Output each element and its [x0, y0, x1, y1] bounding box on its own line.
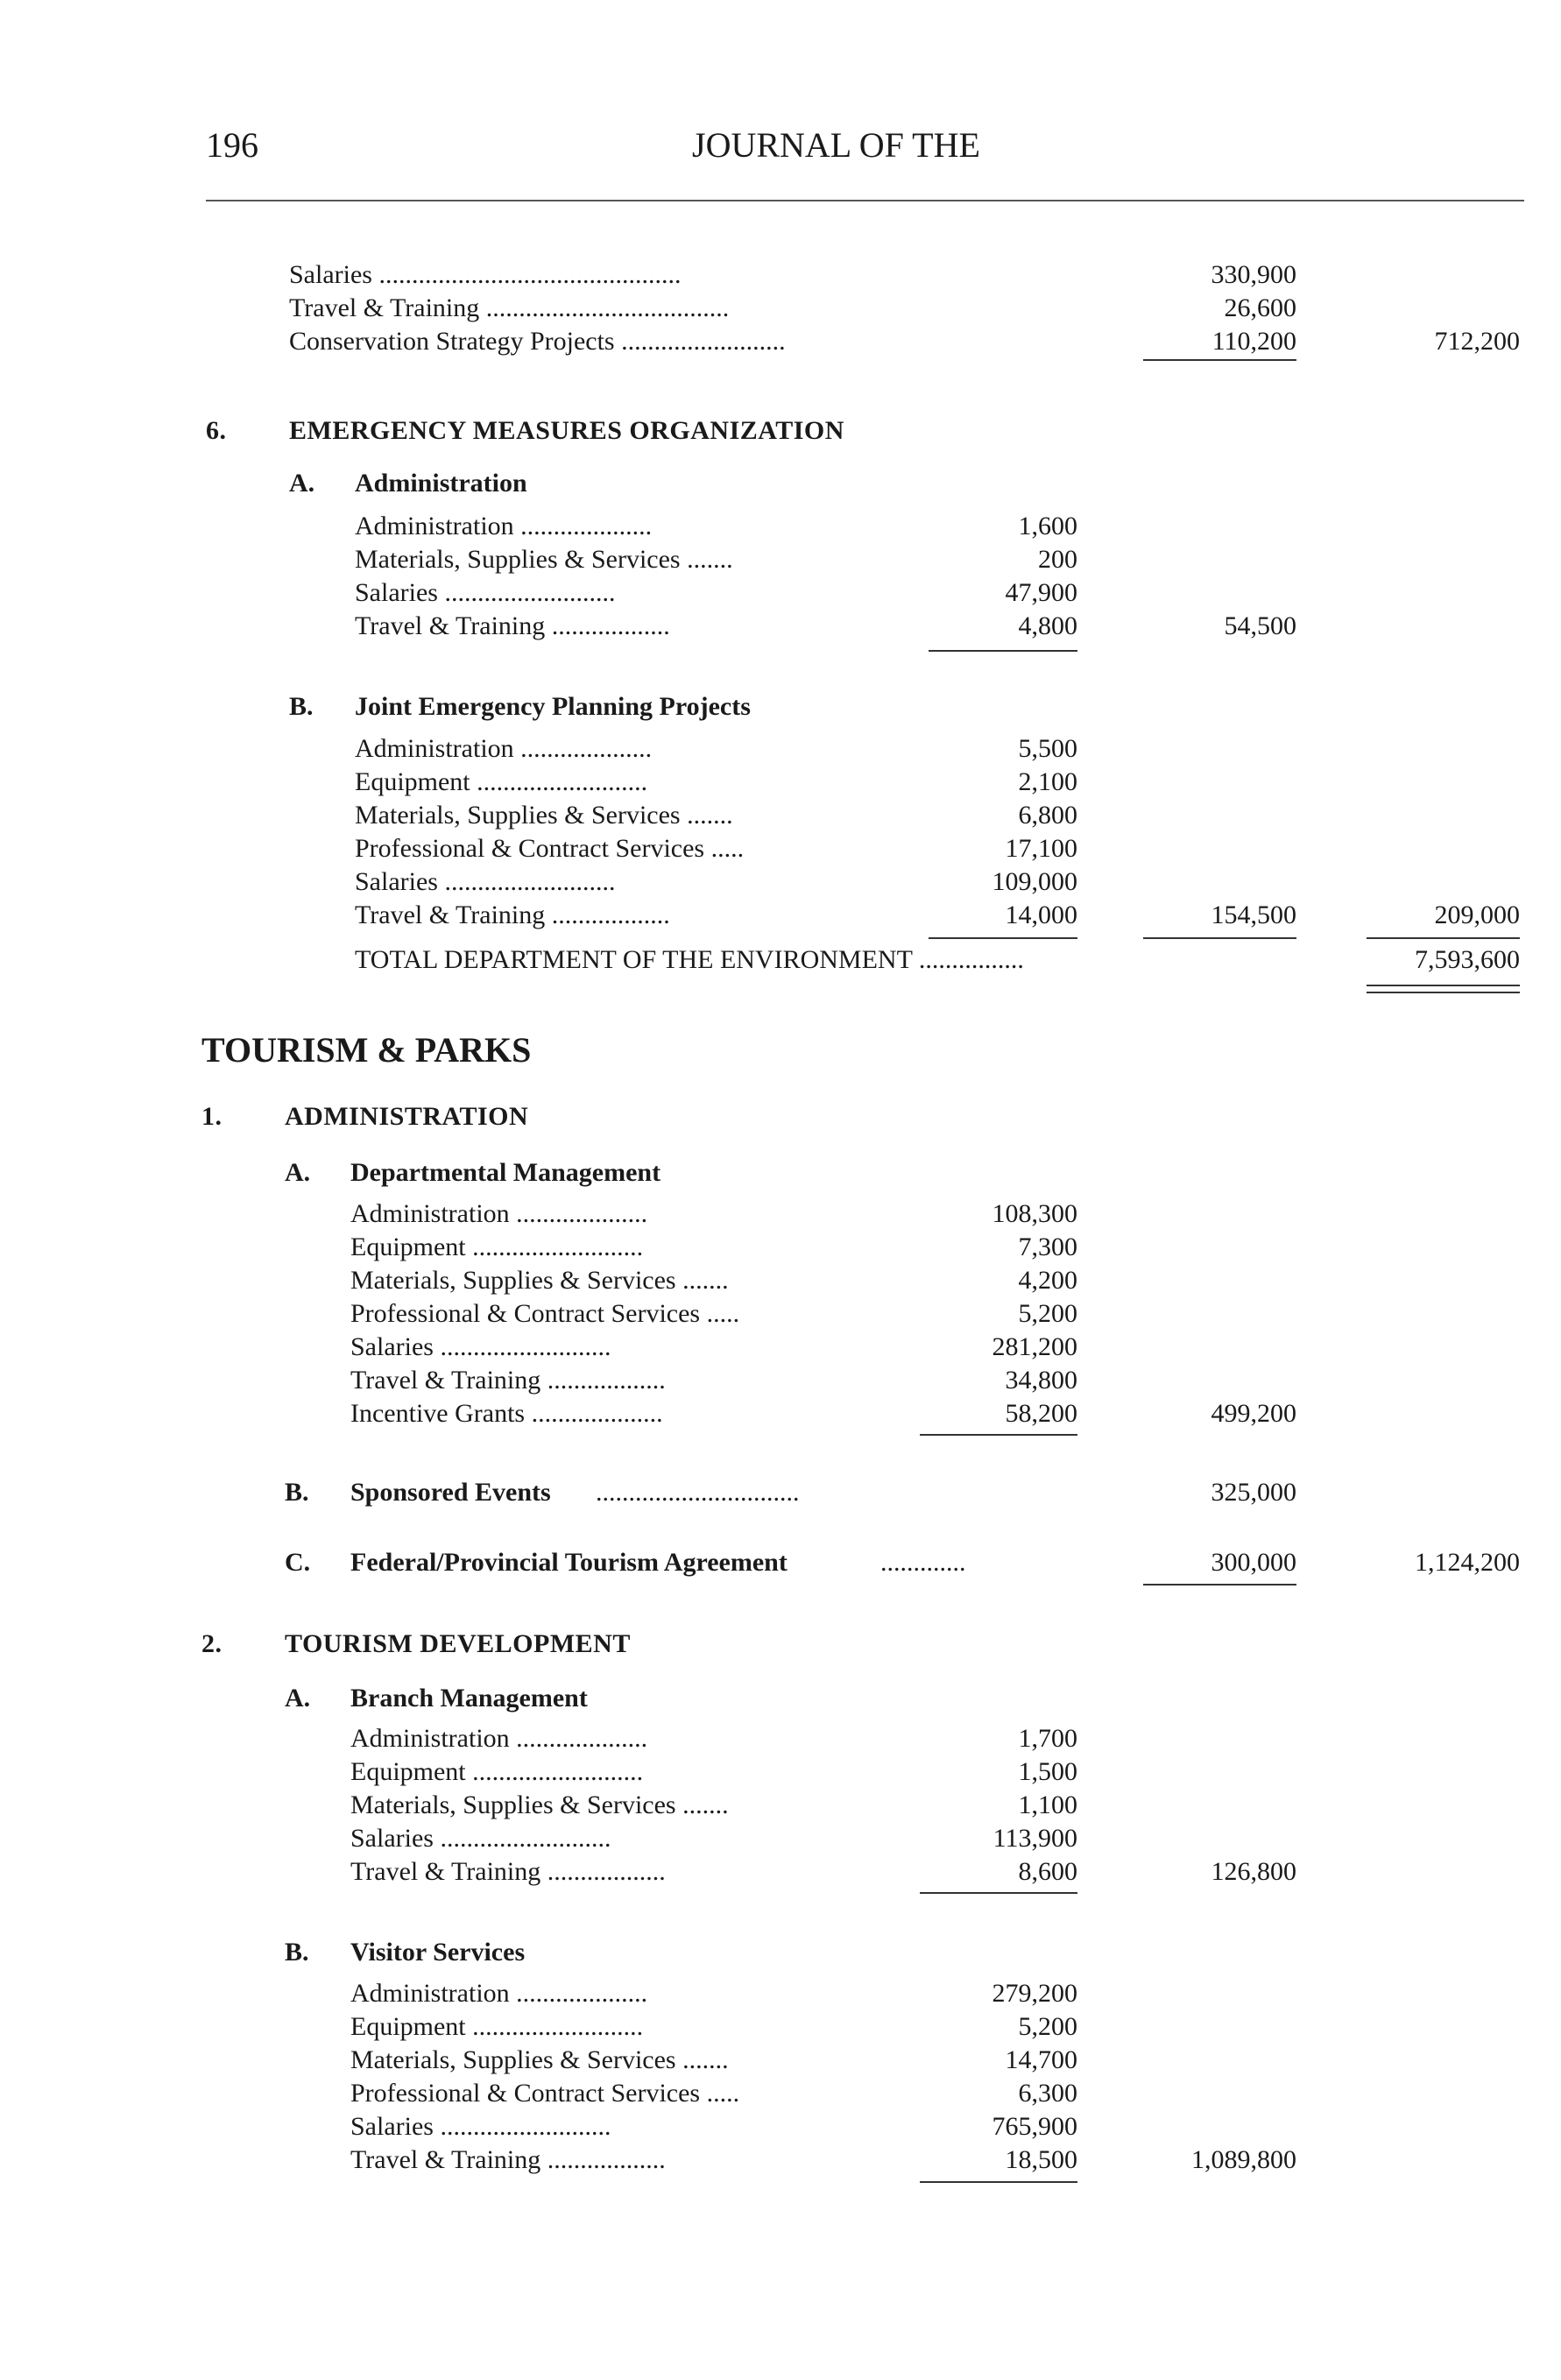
- line-item: [0, 1297, 1561, 1331]
- amount-value: 765,900: [992, 2112, 1077, 2141]
- subsection-letter: B.: [285, 1938, 309, 1967]
- line-item: [0, 2143, 1561, 2177]
- line-item: [0, 1231, 1561, 1264]
- line-label: Travel & Training ..................: [355, 611, 670, 640]
- underline: [1367, 937, 1520, 939]
- line-label: Administration ....................: [350, 1979, 648, 2008]
- line-item: [0, 1789, 1561, 1822]
- line-item-dots: [0, 1476, 1561, 1509]
- line-label: Materials, Supplies & Services .......: [355, 545, 733, 574]
- line-label: Salaries ..........................: [355, 867, 616, 896]
- line-label: Materials, Supplies & Services .......: [350, 1266, 729, 1295]
- section-title: ADMINISTRATION: [285, 1102, 529, 1131]
- amount-value: 113,900: [992, 1824, 1077, 1853]
- line-label: Incentive Grants ....................: [350, 1399, 663, 1428]
- total-value: 1,124,200: [1415, 1548, 1520, 1577]
- line-label: Travel & Training ..................: [355, 900, 670, 929]
- line-label: Equipment ..........................: [350, 1232, 644, 1261]
- running-title: JOURNAL OF THE: [692, 125, 980, 165]
- amount-value: 14,700: [1005, 2045, 1077, 2074]
- line-label: Professional & Contract Services .....: [355, 834, 745, 863]
- line-item: [0, 1331, 1561, 1364]
- line-label: Equipment ..........................: [350, 2012, 644, 2041]
- amount-value: 109,000: [992, 867, 1077, 896]
- amount-value: 5,200: [1018, 1299, 1077, 1328]
- line-item: [0, 1755, 1561, 1789]
- line-label: Travel & Training .....................................: [289, 293, 730, 322]
- subsection-title: Branch Management: [350, 1684, 588, 1713]
- line-item: [0, 1197, 1561, 1231]
- line-item: [0, 1364, 1561, 1397]
- amount-value: 281,200: [992, 1332, 1077, 1361]
- subtotal-value: 330,900: [1211, 260, 1296, 289]
- section-title: EMERGENCY MEASURES ORGANIZATION: [289, 416, 844, 445]
- amount-value: 8,600: [1018, 1857, 1077, 1886]
- line-item: [0, 899, 1561, 932]
- underline: [1143, 1584, 1296, 1585]
- department-total-label: TOTAL DEPARTMENT OF THE ENVIRONMENT ................: [355, 945, 1024, 974]
- line-label: Travel & Training ..................: [350, 1857, 666, 1886]
- amount-value: 7,300: [1018, 1232, 1077, 1261]
- line-item: [0, 1722, 1561, 1755]
- double-underline-top: [1367, 985, 1520, 986]
- amount-value: 6,300: [1018, 2079, 1077, 2108]
- line-label: Materials, Supplies & Services .......: [355, 801, 733, 830]
- line-label: Materials, Supplies & Services .......: [350, 2045, 729, 2074]
- line-item: [0, 292, 1561, 325]
- line-item: [0, 2110, 1561, 2143]
- amount-value: 4,800: [1018, 611, 1077, 640]
- line-item: [0, 325, 1561, 358]
- line-label: Travel & Training ..................: [350, 2145, 666, 2174]
- amount-value: 1,100: [1018, 1790, 1077, 1819]
- department-heading: TOURISM & PARKS: [201, 1030, 532, 1070]
- line-label: Conservation Strategy Projects .........................: [289, 327, 786, 356]
- subsection-letter: A.: [289, 469, 315, 498]
- line-item: [0, 2010, 1561, 2044]
- line-item: [0, 1822, 1561, 1855]
- header-rule: [206, 200, 1524, 201]
- total-value: 209,000: [1434, 900, 1520, 929]
- leader-dots: ...............................: [596, 1478, 800, 1507]
- amount-value: 5,200: [1018, 2012, 1077, 2041]
- subtotal-value: 26,600: [1224, 293, 1296, 322]
- line-label: Salaries ..........................: [350, 2112, 611, 2141]
- section-number: 6.: [206, 416, 227, 445]
- subsection-title: Visitor Services: [350, 1938, 526, 1967]
- subsection-letter: B.: [289, 692, 314, 721]
- section-number: 1.: [201, 1102, 222, 1131]
- subtotal-value: 300,000: [1211, 1548, 1296, 1577]
- line-item: [0, 576, 1561, 610]
- leader-dots: .............: [880, 1548, 966, 1577]
- amount-value: 17,100: [1005, 834, 1077, 863]
- amount-value: 6,800: [1018, 801, 1077, 830]
- subsection-title: Joint Emergency Planning Projects: [355, 692, 751, 721]
- line-item: [0, 799, 1561, 832]
- line-item: [0, 510, 1561, 543]
- amount-value: 58,200: [1005, 1399, 1077, 1428]
- line-label: Salaries ..............................................: [289, 260, 682, 289]
- amount-value: 2,100: [1018, 767, 1077, 796]
- subsection-letter: C.: [285, 1548, 311, 1577]
- line-item: [0, 832, 1561, 865]
- underline: [929, 937, 1077, 939]
- page-number: 196: [206, 125, 258, 165]
- underline: [929, 650, 1077, 652]
- line-label: Equipment ..........................: [350, 1757, 644, 1786]
- section-title: TOURISM DEVELOPMENT: [285, 1629, 631, 1658]
- underline: [1143, 359, 1296, 361]
- line-item: [0, 610, 1561, 643]
- department-total-value: 7,593,600: [1415, 945, 1520, 974]
- subtotal-value: 54,500: [1224, 611, 1296, 640]
- amount-value: 1,500: [1018, 1757, 1077, 1786]
- line-label: Administration ....................: [355, 512, 653, 540]
- subtotal-value: 1,089,800: [1191, 2145, 1296, 2174]
- line-label: Administration ....................: [350, 1724, 648, 1753]
- subsection-title: Federal/Provincial Tourism Agreement: [350, 1548, 788, 1577]
- subtotal-value: 325,000: [1211, 1478, 1296, 1507]
- subsection-title: Sponsored Events: [350, 1478, 551, 1507]
- line-item: [0, 1855, 1561, 1889]
- total-value: 712,200: [1434, 327, 1520, 356]
- subtotal-value: 110,200: [1211, 327, 1296, 356]
- subsection-title: Administration: [355, 469, 527, 498]
- amount-value: 200: [1038, 545, 1077, 574]
- line-label: Salaries ..........................: [350, 1824, 611, 1853]
- line-item: [0, 865, 1561, 899]
- line-item: [0, 766, 1561, 799]
- line-label: Administration ....................: [355, 734, 653, 763]
- department-total-line: [0, 943, 1561, 977]
- underline: [920, 1434, 1077, 1436]
- amount-value: 1,700: [1018, 1724, 1077, 1753]
- subsection-letter: A.: [285, 1158, 311, 1187]
- subtotal-value: 154,500: [1211, 900, 1296, 929]
- amount-value: 5,500: [1018, 734, 1077, 763]
- line-label: Equipment ..........................: [355, 767, 648, 796]
- subsection-title: Departmental Management: [350, 1158, 661, 1187]
- line-item: [0, 732, 1561, 766]
- underline: [920, 2181, 1077, 2183]
- underline: [920, 1892, 1077, 1894]
- amount-value: 34,800: [1005, 1366, 1077, 1395]
- line-item: [0, 1977, 1561, 2010]
- line-label: Salaries ..........................: [350, 1332, 611, 1361]
- line-item: [0, 1264, 1561, 1297]
- line-label: Professional & Contract Services .....: [350, 1299, 740, 1328]
- amount-value: 14,000: [1005, 900, 1077, 929]
- subtotal-value: 499,200: [1211, 1399, 1296, 1428]
- subtotal-value: 126,800: [1211, 1857, 1296, 1886]
- section-number: 2.: [201, 1629, 222, 1658]
- amount-value: 108,300: [992, 1199, 1077, 1228]
- amount-value: 47,900: [1005, 578, 1077, 607]
- line-label: Materials, Supplies & Services .......: [350, 1790, 729, 1819]
- subsection-letter: B.: [285, 1478, 309, 1507]
- double-underline-bottom: [1367, 992, 1520, 993]
- line-item: [0, 258, 1561, 292]
- amount-value: 18,500: [1005, 2145, 1077, 2174]
- amount-value: 1,600: [1018, 512, 1077, 540]
- line-item: [0, 543, 1561, 576]
- subsection-letter: A.: [285, 1684, 311, 1713]
- line-item: [0, 2077, 1561, 2110]
- amount-value: 279,200: [992, 1979, 1077, 2008]
- line-label: Travel & Training ..................: [350, 1366, 666, 1395]
- line-item: [0, 1397, 1561, 1430]
- underline: [1143, 937, 1296, 939]
- line-label: Administration ....................: [350, 1199, 648, 1228]
- line-label: Salaries ..........................: [355, 578, 616, 607]
- line-item-dots: [0, 1546, 1561, 1579]
- line-item: [0, 2044, 1561, 2077]
- amount-value: 4,200: [1018, 1266, 1077, 1295]
- line-label: Professional & Contract Services .....: [350, 2079, 740, 2108]
